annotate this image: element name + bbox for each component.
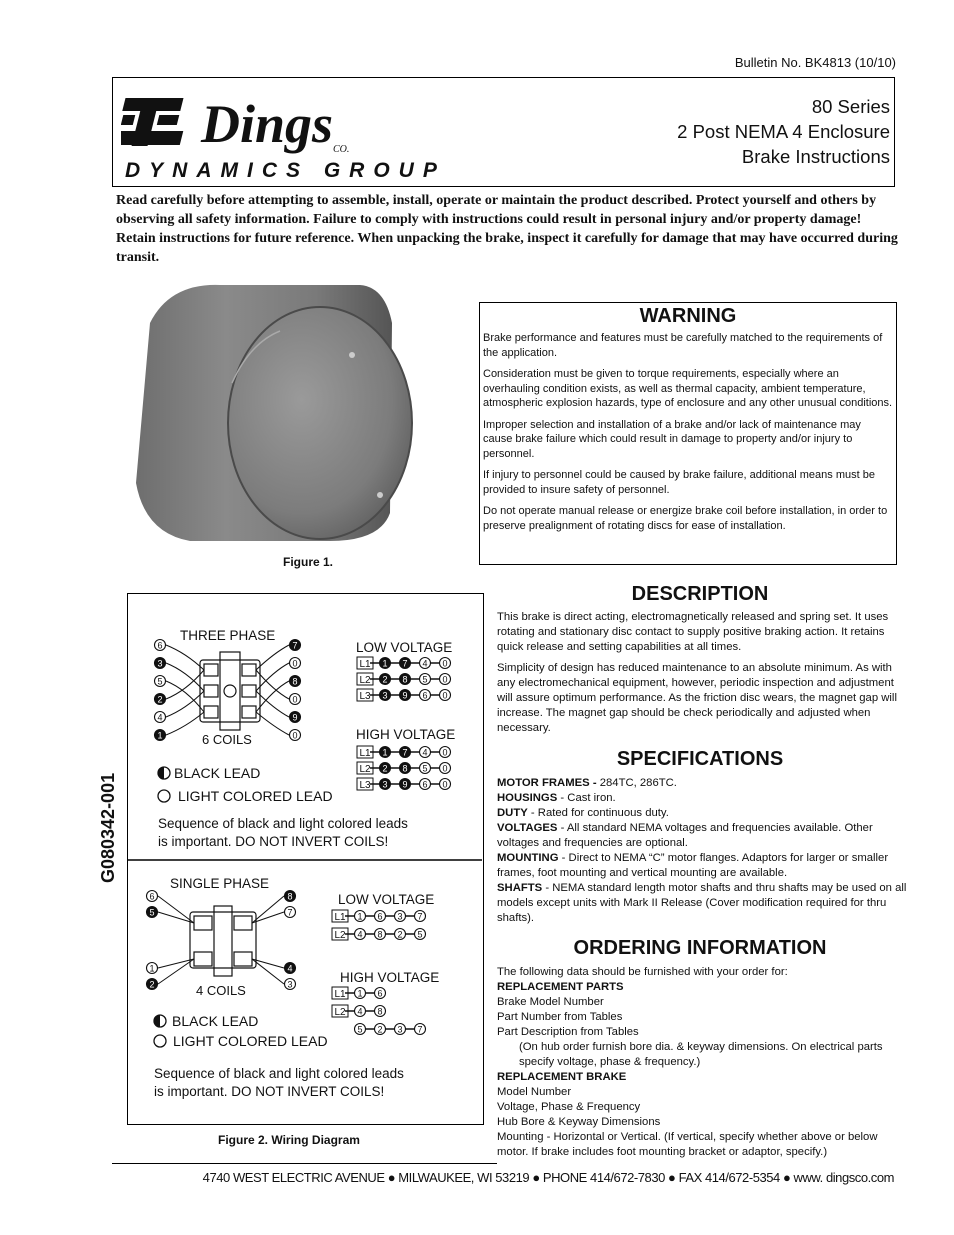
- wiring-diagram-svg: [128, 594, 482, 1123]
- three-phase-left-terminal-label: 3: [157, 658, 163, 669]
- light-lead-legend: [158, 788, 333, 804]
- spec-item: MOTOR FRAMES - 284TC, 286TC.: [497, 777, 677, 789]
- three-phase-low-terminal-label: 9: [402, 690, 408, 701]
- coil-note: is important. DO NOT INVERT COILS!: [154, 1084, 385, 1099]
- single-phase-high-terminal-label: 7: [417, 1024, 423, 1035]
- single-phase-high-terminal-label: 2: [377, 1024, 383, 1035]
- single-phase-low-terminal-label: 2: [397, 929, 403, 940]
- dings-logo: [121, 84, 511, 182]
- title-line: Brake Instructions: [741, 146, 890, 167]
- three-phase-low-terminal-label: 5: [422, 674, 428, 685]
- three-phase-lead: [166, 645, 204, 670]
- black-lead-label: BLACK LEAD: [172, 1013, 259, 1029]
- single-phase-lead: [252, 896, 284, 923]
- single-phase-right-terminal-label: 7: [287, 907, 293, 918]
- single-phase-high-terminal-label: 6: [377, 988, 383, 999]
- document-code-text: G080342-001: [98, 772, 118, 883]
- intro-warning-text: Read carefully before attempting to assemble, install, operate or maintain the product described. Protect yourself and others by observing all safety information. Failure to comply with instructions could result in personal injury and/or property damage! Retain instructions for future reference. When unpacking the brake, inspect it carefully for damage that may have occurred during transit.: [116, 193, 898, 265]
- three-phase-left-terminal-label: 1: [157, 730, 163, 741]
- spec-item: SHAFTS - NEMA standard length motor shafts and thru shafts may be used on all models except units with Mark II Release (Cover modification required for thru shafts).: [497, 882, 907, 924]
- single-phase-lead: [252, 959, 284, 984]
- three-phase-high-terminal-label: 0: [442, 763, 448, 774]
- ordering-intro: The following data should be furnished with your order for:: [497, 966, 788, 978]
- single-phase-lead: [252, 959, 284, 968]
- single-phase-high-terminal-label: 3: [397, 1024, 403, 1035]
- black-lead-legend: [154, 1013, 258, 1029]
- single-phase-coils: 4 COILS: [196, 983, 246, 998]
- three-phase-low-terminal-label: 7: [402, 658, 408, 669]
- logo-name: Dings: [201, 94, 334, 154]
- three-phase-low-terminal-label: 3: [382, 690, 388, 701]
- three-phase-low-terminal-label: 0: [442, 674, 448, 685]
- bulletin-number: Bulletin No. BK4813 (10/10): [734, 55, 896, 70]
- three-phase-lead: [256, 712, 289, 735]
- three-phase-high-terminal-label: 1: [382, 747, 388, 758]
- single-phase-low-line-label: L2: [334, 930, 346, 941]
- three-phase-left-terminal-label: 5: [157, 676, 163, 687]
- three-phase-high-line-label: L3: [359, 780, 371, 791]
- title-line: 80 Series: [811, 96, 890, 117]
- three-phase-low-terminal-label: 1: [382, 658, 388, 669]
- ordering-item: Voltage, Phase & Frequency: [497, 1101, 641, 1113]
- single-phase-left-terminal-label: 5: [149, 907, 155, 918]
- three-phase-low-terminal-label: 2: [382, 674, 388, 685]
- three-phase-high-terminal-label: 0: [442, 779, 448, 790]
- three-phase-high-terminal-label: 2: [382, 763, 388, 774]
- three-phase-left-terminal-label: 4: [157, 712, 163, 723]
- single-phase-low-terminal-label: 6: [377, 911, 383, 922]
- three-phase-high-voltage: HIGH VOLTAGE: [356, 727, 456, 742]
- single-phase-right-terminal-label: 3: [287, 979, 293, 990]
- single-phase-high-line-label: L2: [334, 1007, 346, 1018]
- ordering-item: Mounting - Horizontal or Vertical. (If vertical, specify whether above or below motor. If brake includes foot mounting bracket or adaptor, specify.): [497, 1131, 878, 1158]
- specifications-list: [497, 776, 907, 926]
- single-phase-left-terminal-label: 1: [149, 963, 155, 974]
- light-lead-label: LIGHT COLORED LEAD: [173, 1033, 328, 1049]
- coil-note: Sequence of black and light colored leads: [154, 1066, 404, 1081]
- three-phase-low-line-label: L1: [359, 659, 371, 670]
- three-phase-left-terminal-label: 6: [157, 640, 163, 651]
- three-phase-right-terminal-label: 8: [292, 676, 298, 687]
- ordering-body: [497, 965, 907, 1160]
- ordering-item: Hub Bore & Keyway Dimensions: [497, 1116, 661, 1128]
- three-phase-lead: [166, 691, 204, 717]
- logo-co: CO.: [333, 144, 350, 155]
- three-phase-low-terminal-label: 0: [442, 690, 448, 701]
- single-phase-low-terminal-label: 7: [417, 911, 423, 922]
- figure2-caption: Figure 2. Wiring Diagram: [218, 1133, 360, 1147]
- three-phase-lead: [166, 712, 204, 735]
- warning-paragraph: Consideration must be given to torque requirements, especially where an overhauling condition exists, as well as thermal capacity, ambient temperature, atmospheric explosion hazards, type of enclosure and any other unusual conditions.: [483, 368, 893, 409]
- single-phase-high-terminal-label: 8: [377, 1006, 383, 1017]
- three-phase-lead: [256, 691, 289, 717]
- three-phase-right-terminal-label: 0: [292, 730, 298, 741]
- three-phase-right-terminal-label: 7: [292, 640, 298, 651]
- black-lead-legend: [158, 765, 260, 781]
- ordering-heading: ORDERING INFORMATION: [573, 937, 827, 959]
- single-phase-right-terminal-label: 8: [287, 891, 293, 902]
- three-phase-high-terminal-label: 6: [422, 779, 428, 790]
- logo-tagline: DYNAMICS GROUP: [125, 159, 446, 182]
- warning-box: [479, 302, 897, 565]
- description-heading: DESCRIPTION: [631, 583, 769, 605]
- single-phase-high-terminal-label: 1: [357, 988, 363, 999]
- single-phase-low-terminal-label: 5: [417, 929, 423, 940]
- light-lead-label: LIGHT COLORED LEAD: [178, 788, 333, 804]
- single-phase-low-terminal-label: 3: [397, 911, 403, 922]
- single-phase-high-line-label: L1: [334, 989, 346, 1000]
- wiring-diagram: [127, 593, 484, 1125]
- ordering-item: Part Description from Tables: [497, 1026, 639, 1038]
- three-phase-high-line-label: L1: [359, 748, 371, 759]
- three-phase-high-terminal-label: 4: [422, 747, 428, 758]
- footer-rule: [112, 1163, 497, 1164]
- single-phase-left-terminal-label: 6: [149, 891, 155, 902]
- single-phase-low-terminal-label: 1: [357, 911, 363, 922]
- black-lead-label: BLACK LEAD: [174, 765, 261, 781]
- three-phase-title: THREE PHASE: [180, 628, 276, 643]
- specifications-heading: SPECIFICATIONS: [616, 748, 784, 770]
- single-phase-left-terminal-label: 2: [149, 979, 155, 990]
- three-phase-low-terminal-label: 0: [442, 658, 448, 669]
- single-phase-low-voltage: LOW VOLTAGE: [338, 892, 435, 907]
- three-phase-low-terminal-label: 8: [402, 674, 408, 685]
- three-phase-right-terminal-label: 0: [292, 694, 298, 705]
- warning-paragraph: If injury to personnel could be caused by brake failure, additional means must be provided to insure safety of personnel.: [483, 469, 875, 496]
- three-phase-high-line-label: L2: [359, 764, 371, 775]
- single-phase-right-terminal-label: 4: [287, 963, 293, 974]
- warning-paragraph: Improper selection and installation of a brake and/or lack of maintenance may cause brake failure which could result in damage to property and/or injury to personnel.: [483, 418, 861, 460]
- replacement-brake-heading: REPLACEMENT BRAKE: [497, 1071, 627, 1083]
- three-phase-left-terminal-label: 2: [157, 694, 163, 705]
- single-phase-high-voltage: HIGH VOLTAGE: [340, 970, 440, 985]
- spec-item: MOUNTING - Direct to NEMA “C” motor flanges. Adaptors for larger or smaller frames, foot mounting and vertical mounting are available.: [497, 852, 889, 879]
- footer-address: 4740 WEST ELECTRIC AVENUE ● MILWAUKEE, WI 53219 ● PHONE 414/672-7830 ● FAX 414/672-5354 ● www. dingsco.com: [202, 1170, 894, 1185]
- warning-paragraph: Do not operate manual release or energize brake coil before installation, in order to preserve prealignment of rotating discs for ease of installation.: [483, 505, 888, 532]
- three-phase-diagram: [155, 628, 456, 849]
- title-line: 2 Post NEMA 4 Enclosure: [677, 121, 890, 142]
- description-paragraph: This brake is direct acting, electromagnetically released and spring set. It uses rotating and stationary disc contact to supply positive braking action. It retains quick release and setting capabilities at all times.: [497, 611, 889, 653]
- three-phase-right-terminal-label: 0: [292, 658, 298, 669]
- three-phase-coils: 6 COILS: [202, 732, 252, 747]
- three-phase-low-terminal-label: 6: [422, 690, 428, 701]
- header-box: [112, 77, 895, 187]
- single-phase-low-terminal-label: 8: [377, 929, 383, 940]
- ordering-item: Part Number from Tables: [497, 1011, 623, 1023]
- single-phase-lead: [158, 912, 194, 923]
- three-phase-low-terminal-label: 4: [422, 658, 428, 669]
- description-body: [497, 610, 907, 742]
- three-phase-right-terminal-label: 9: [292, 712, 298, 723]
- single-phase-lead: [252, 912, 284, 923]
- single-phase-lead: [158, 896, 194, 923]
- brake-photo: [130, 283, 430, 545]
- three-phase-low-voltage: LOW VOLTAGE: [356, 640, 453, 655]
- coil-note: is important. DO NOT INVERT COILS!: [158, 834, 389, 849]
- warning-heading: WARNING: [639, 305, 737, 327]
- single-phase-low-line-label: L1: [334, 912, 346, 923]
- parts-note: (On hub order furnish bore dia. & keyway dimensions. On electrical parts specify voltage, phase & frequency.): [519, 1041, 883, 1068]
- single-phase-lead: [158, 959, 194, 968]
- spec-item: DUTY - Rated for continuous duty.: [497, 807, 669, 819]
- three-phase-high-terminal-label: 8: [402, 763, 408, 774]
- ordering-item: Model Number: [497, 1086, 572, 1098]
- single-phase-high-terminal-label: 5: [357, 1024, 363, 1035]
- warning-paragraph: Brake performance and features must be carefully matched to the requirements of the application.: [483, 332, 883, 359]
- coil-note: Sequence of black and light colored leads: [158, 816, 408, 831]
- three-phase-high-terminal-label: 7: [402, 747, 408, 758]
- description-paragraph: Simplicity of design has reduced maintenance to an absolute minimum. As with any electromechanical equipment, however, periodic inspection and adjustment will assure optimum performance. As the friction disc wears, the magnet gap will increase. The magnet gap should be check periodically and adjusted when necessary.: [497, 662, 897, 734]
- ordering-item: Brake Model Number: [497, 996, 604, 1008]
- single-phase-diagram: [147, 876, 440, 1099]
- spec-item: HOUSINGS - Cast iron.: [497, 792, 616, 804]
- three-phase-high-terminal-label: 5: [422, 763, 428, 774]
- three-phase-low-line-label: L2: [359, 675, 371, 686]
- three-phase-lead: [166, 663, 204, 691]
- single-phase-title: SINGLE PHASE: [170, 876, 270, 891]
- figure1-caption: Figure 1.: [283, 555, 334, 569]
- replacement-parts-heading: REPLACEMENT PARTS: [497, 981, 624, 993]
- document-code: [92, 755, 122, 885]
- single-phase-lead: [158, 959, 194, 984]
- single-phase-low-terminal-label: 4: [357, 929, 363, 940]
- three-phase-low-line-label: L3: [359, 691, 371, 702]
- single-phase-high-terminal-label: 4: [357, 1006, 363, 1017]
- spec-item: VOLTAGES - All standard NEMA voltages and frequencies available. Other voltages and frequencies are optional.: [497, 822, 873, 849]
- document-title: [677, 94, 890, 169]
- three-phase-high-terminal-label: 9: [402, 779, 408, 790]
- light-lead-legend: [154, 1033, 328, 1049]
- three-phase-high-terminal-label: 3: [382, 779, 388, 790]
- three-phase-high-terminal-label: 0: [442, 747, 448, 758]
